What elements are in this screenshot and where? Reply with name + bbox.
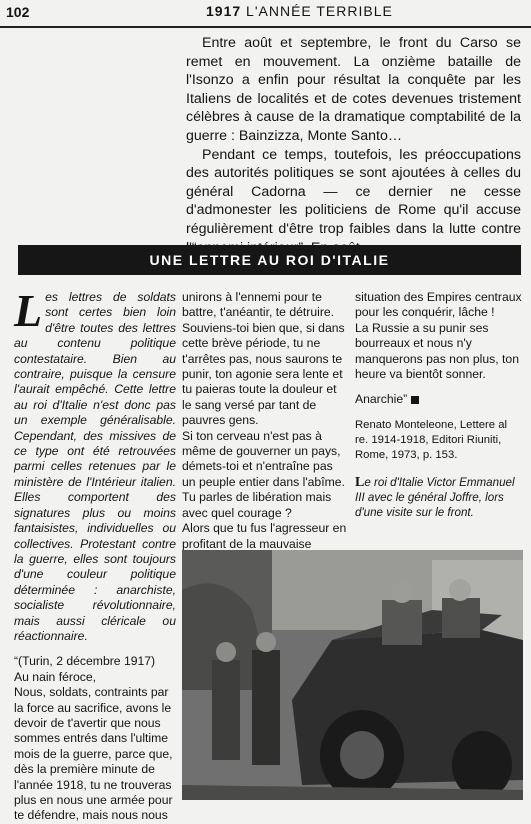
page-number: 102 <box>6 4 30 20</box>
letter-date: “(Turin, 2 décembre 1917) <box>14 654 156 669</box>
letter-paragraph-continued: unirons à l'ennemi pour te battre, t'anéantir, te détruire. <box>182 290 335 320</box>
box-intro-note-text: es lettres de soldats sont certes bien loin d'être toutes des lettres au contenu politique contestataire. Bien au contraire, puisque la censure l'aurait empêché. Cette lettre au roi d'Italie n'est donc pas un exemple généralisable. Cependant, des missives de ce type ont été retrouvées parmi celles retenues par le ministère de l'Intérieur italien. Elles comportent des signatures plus ou moins fantaisistes, individuelles ou collectives. Protestant contre la guerre, elles sont toujours d'une couleur politique déterminée : anarchiste, socialiste révolutionnaire, mais aussi cléricale ou réactionnaire. <box>14 290 176 643</box>
box-title-banner: UNE LETTRE AU ROI D'ITALIE <box>18 245 521 275</box>
letter-paragraph: Tu parles de libération mais avec quel courage ? <box>182 490 332 520</box>
running-title-year: 1917 <box>206 3 242 19</box>
letter-paragraph: Nous, soldats, contraints par la force au sacrifice, avons le devoir de t'avertir que nous sommes entrés dans l'ultime mois de la guerre, parce que, dès la première minute de l'année 1918, tu ne trouveras plus en nous une armée pour te défendre, mais nous nous <box>14 685 173 823</box>
letter-paragraph: La Russie a su punir ses bourreaux et nous n'y manquerons pas non plus, ton heure va bientôt sonner. <box>355 320 519 382</box>
signature-text: Anarchie” <box>355 392 408 407</box>
photograph-king-and-joffre <box>182 550 523 800</box>
photo-image <box>182 550 523 800</box>
drop-cap: L <box>14 285 43 336</box>
end-mark-icon <box>411 396 419 404</box>
box-intro-note <box>14 285 176 644</box>
intro-text <box>186 34 521 257</box>
letter-paragraph: Alors que tu fus l'agresseur en profitant de la mauvaise <box>182 521 347 551</box>
letter-signature <box>355 392 523 407</box>
running-title-text: L'ANNÉE TERRIBLE <box>246 3 393 19</box>
caption-lead: L <box>355 474 365 490</box>
letter-paragraph: Souviens-toi bien que, si dans cette brève période, tu ne t'arrêtes pas, nous saurons te punir, ton agonie sera lente et tu paieras toute la douleur et le sang versé par tant de pauvres gens. <box>182 320 345 428</box>
box-column-1 <box>14 285 176 824</box>
source-reference: Renato Monteleone, Lettere al re. 1914-1918, Editori Riuniti, Rome, 1973, p. 153. <box>355 418 507 461</box>
running-title <box>206 3 393 19</box>
letter-salutation: Au nain féroce, <box>14 669 96 684</box>
letter-paragraph: Si ton cerveau n'est pas à même de gouverner un pays, démets-toi et n'entraîne pas un peuple entier dans l'abîme. <box>182 428 345 489</box>
intro-paragraph: Entre août et septembre, le front du Carso se remet en mouvement. La onzième bataille de l'Isonzo a enfin pour résultat la conquête par les Italiens de localités et de cotes devenues tristement célèbres à cause de la dramatique comptabilité de la guerre : Bainzizza, Monte Santo… <box>186 35 521 144</box>
page-header <box>0 0 531 28</box>
letter-paragraph-continued: situation des Empires centraux pour les conquérir, lâche ! <box>355 290 522 320</box>
box-column-2 <box>182 290 347 552</box>
photo-caption <box>355 475 523 520</box>
intro-paragraph: Pendant ce temps, toutefois, les préoccupations des autorités politiques se sont ajoutées à celles du général Cadorna — ce dernier ne cesse d'admonester les politiciens de Rome qu'il accuse régulièrement d'être trop faibles dans la lutte contre <box>186 146 521 237</box>
box-column-3 <box>355 290 523 520</box>
caption-text: e roi d'Italie Victor Emmanuel III avec le général Joffre, lors d'une visite sur le front. <box>355 475 515 519</box>
